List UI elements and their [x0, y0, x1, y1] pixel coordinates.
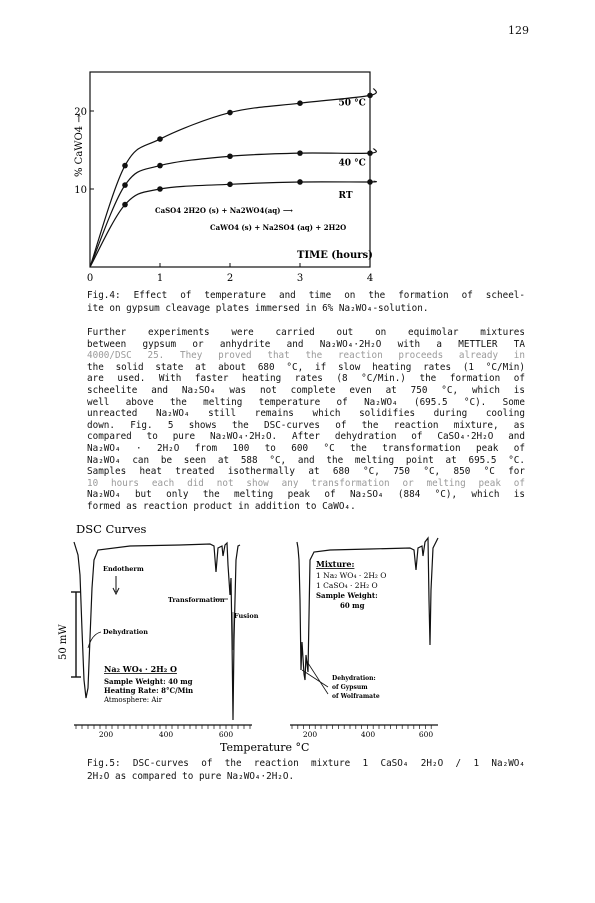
fig4-series-label: RT: [338, 191, 353, 202]
fig5-right-tick: 200: [302, 730, 318, 739]
fig5-left-tick: 400: [158, 730, 174, 739]
fig5-right-tick: 600: [418, 730, 434, 739]
fig4-reaction-line2: CaWO4 (s) + Na2SO4 (aq) + 2H2O: [210, 223, 347, 232]
fig5-mixture-2: 1 CaSO₄ · 2H₂ O: [316, 581, 378, 590]
body-line: formed as reaction product in addition to CaWO₄.: [87, 500, 356, 512]
fig5-left-rate: Heating Rate: 8°C/Min: [104, 686, 194, 695]
fig5-mixture-weight-val: 60 mg: [340, 601, 365, 610]
body-paragraph: [87, 327, 525, 513]
fig4-x-tick-label: 0: [86, 273, 94, 284]
fig4-data-point: [122, 182, 128, 188]
fig4-y-tick-label: 20: [74, 107, 87, 118]
body-line: Na₂WO₄ · 2H₂O from 100 to 600 °C the transformation peak of: [87, 442, 525, 454]
page-number: 129: [508, 24, 529, 37]
fig4-data-point: [367, 179, 373, 185]
fig5-dehyd-right-2: of Gypsum: [332, 684, 368, 691]
fig4-data-point: [157, 136, 163, 142]
fig4-caption: [87, 289, 525, 315]
body-line: the solid state at about 680 °C, if slow heating rates (1 °C/Min): [87, 361, 525, 373]
fig5-title: DSC Curves: [76, 522, 147, 536]
fig5-mixture-weight: Sample Weight:: [316, 591, 378, 600]
fig5-fusion-label: Fusion: [234, 612, 259, 620]
fig4-data-point: [157, 163, 163, 169]
fig4-data-point: [122, 202, 128, 208]
fig4-chart: [70, 62, 390, 284]
fig4-x-tick-label: 3: [296, 273, 304, 284]
fig4-reaction-line1: CaSO4 2H2O (s) + Na2WO4(aq) ⟶: [155, 206, 293, 215]
fig4-data-point: [122, 163, 128, 169]
fig5-transformation-label: Transformation: [168, 596, 225, 604]
fig4-caption-line: Fig.4: Effect of temperature and time on the formation of scheel-: [87, 290, 525, 301]
body-line: are used. With faster heating rates (8 °C/Min.) the formation of: [87, 373, 525, 385]
body-line: scheelite and Na₂SO₄ was not complete even at 750 °C, which is: [87, 384, 525, 396]
body-line: down. Fig. 5 shows the DSC-curves of the reaction mixture, as: [87, 419, 525, 431]
fig5-left-tick: 600: [218, 730, 234, 739]
body-line: Further experiments were carried out on equimolar mixtures: [87, 327, 525, 338]
fig4-data-point: [297, 100, 303, 106]
fig4-x-tick-label: 4: [366, 273, 374, 284]
fig5-dsc-figure: [58, 520, 490, 754]
fig5-caption-line: Fig.5: DSC-curves of the reaction mixture 1 CaSO₄ 2H₂O / 1 Na₂WO₄: [87, 758, 525, 769]
fig4-xlabel: TIME (hours): [297, 250, 373, 261]
body-line: 4000/DSC 25. They proved that the reaction proceeds already in: [87, 350, 525, 362]
fig4-data-point: [227, 182, 233, 188]
body-line: Na₂WO₄ but only the melting peak of Na₂SO₄ (884 °C), which is: [87, 489, 525, 501]
body-line: well above the melting temperature of Na₂WO₄ (695.5 °C). Some: [87, 396, 525, 408]
fig5-left-atmos: Atmosphere: Air: [104, 696, 163, 704]
fig4-series-curve: [90, 88, 376, 267]
fig5-mixture-title: Mixture:: [316, 559, 355, 569]
fig5-caption-line: 2H₂O as compared to pure Na₂WO₄·2H₂O.: [87, 771, 295, 782]
fig4-caption-line: ite on gypsum cleavage plates immersed in 6% Na₂WO₄-solution.: [87, 303, 429, 314]
body-line: between gypsum or anhydrite and Na₂WO₄·2H₂O with a METTLER TA: [87, 338, 525, 350]
body-line: unreacted Na₂WO₄ still remains which solidifies during cooling: [87, 408, 525, 420]
fig5-mixture-1: 1 Na₂ WO₄ · 2H₂ O: [316, 571, 387, 580]
fig5-dehydration-label: Dehydration: [103, 628, 148, 636]
body-line: 10 hours each did not show any transformation or melting peak of: [87, 477, 525, 489]
fig5-right-tick: 400: [360, 730, 376, 739]
fig4-ylabel: % CaWO4 →: [74, 114, 85, 177]
fig5-x-label: Temperature °C: [220, 741, 310, 754]
fig5-caption: [87, 757, 525, 783]
fig5-dehyd-right-3: of Wolframate: [332, 693, 380, 700]
fig4-data-point: [227, 153, 233, 159]
body-line: Na₂WO₄ can be seen at 588 °C, and the melting point at 695.5 °C.: [87, 454, 525, 466]
fig5-left-tick: 200: [98, 730, 114, 739]
fig4-y-tick-label: 10: [74, 185, 87, 196]
fig4-series-label: 50 °C: [338, 98, 366, 109]
fig4-x-tick-label: 1: [156, 273, 164, 284]
fig5-left-sample: Na₂ WO₄ · 2H₂ O: [104, 664, 177, 674]
fig5-scale-label: 50 mW: [58, 624, 69, 660]
fig4-data-point: [367, 150, 373, 156]
fig4-data-point: [297, 150, 303, 156]
fig4-data-point: [367, 93, 373, 99]
fig4-x-tick-label: 2: [226, 273, 234, 284]
fig5-scale-bar: [71, 592, 81, 677]
fig4-series-label: 40 °C: [338, 158, 366, 169]
body-line: compared to pure Na₂WO₄·2H₂O. After dehydration of CaSO₄·2H₂O and: [87, 431, 525, 443]
fig4-data-point: [227, 110, 233, 116]
fig4-axes: [90, 72, 370, 267]
body-line: Samples heat treated isothermally at 680 °C, 750 °C, 850 °C for: [87, 466, 525, 478]
fig5-endotherm-label: Endotherm: [103, 565, 144, 573]
fig4-data-point: [157, 186, 163, 192]
fig5-left-weight: Sample Weight: 40 mg: [104, 677, 193, 686]
fig4-data-point: [297, 179, 303, 185]
fig5-dehyd-right-1: Dehydration:: [332, 675, 376, 682]
